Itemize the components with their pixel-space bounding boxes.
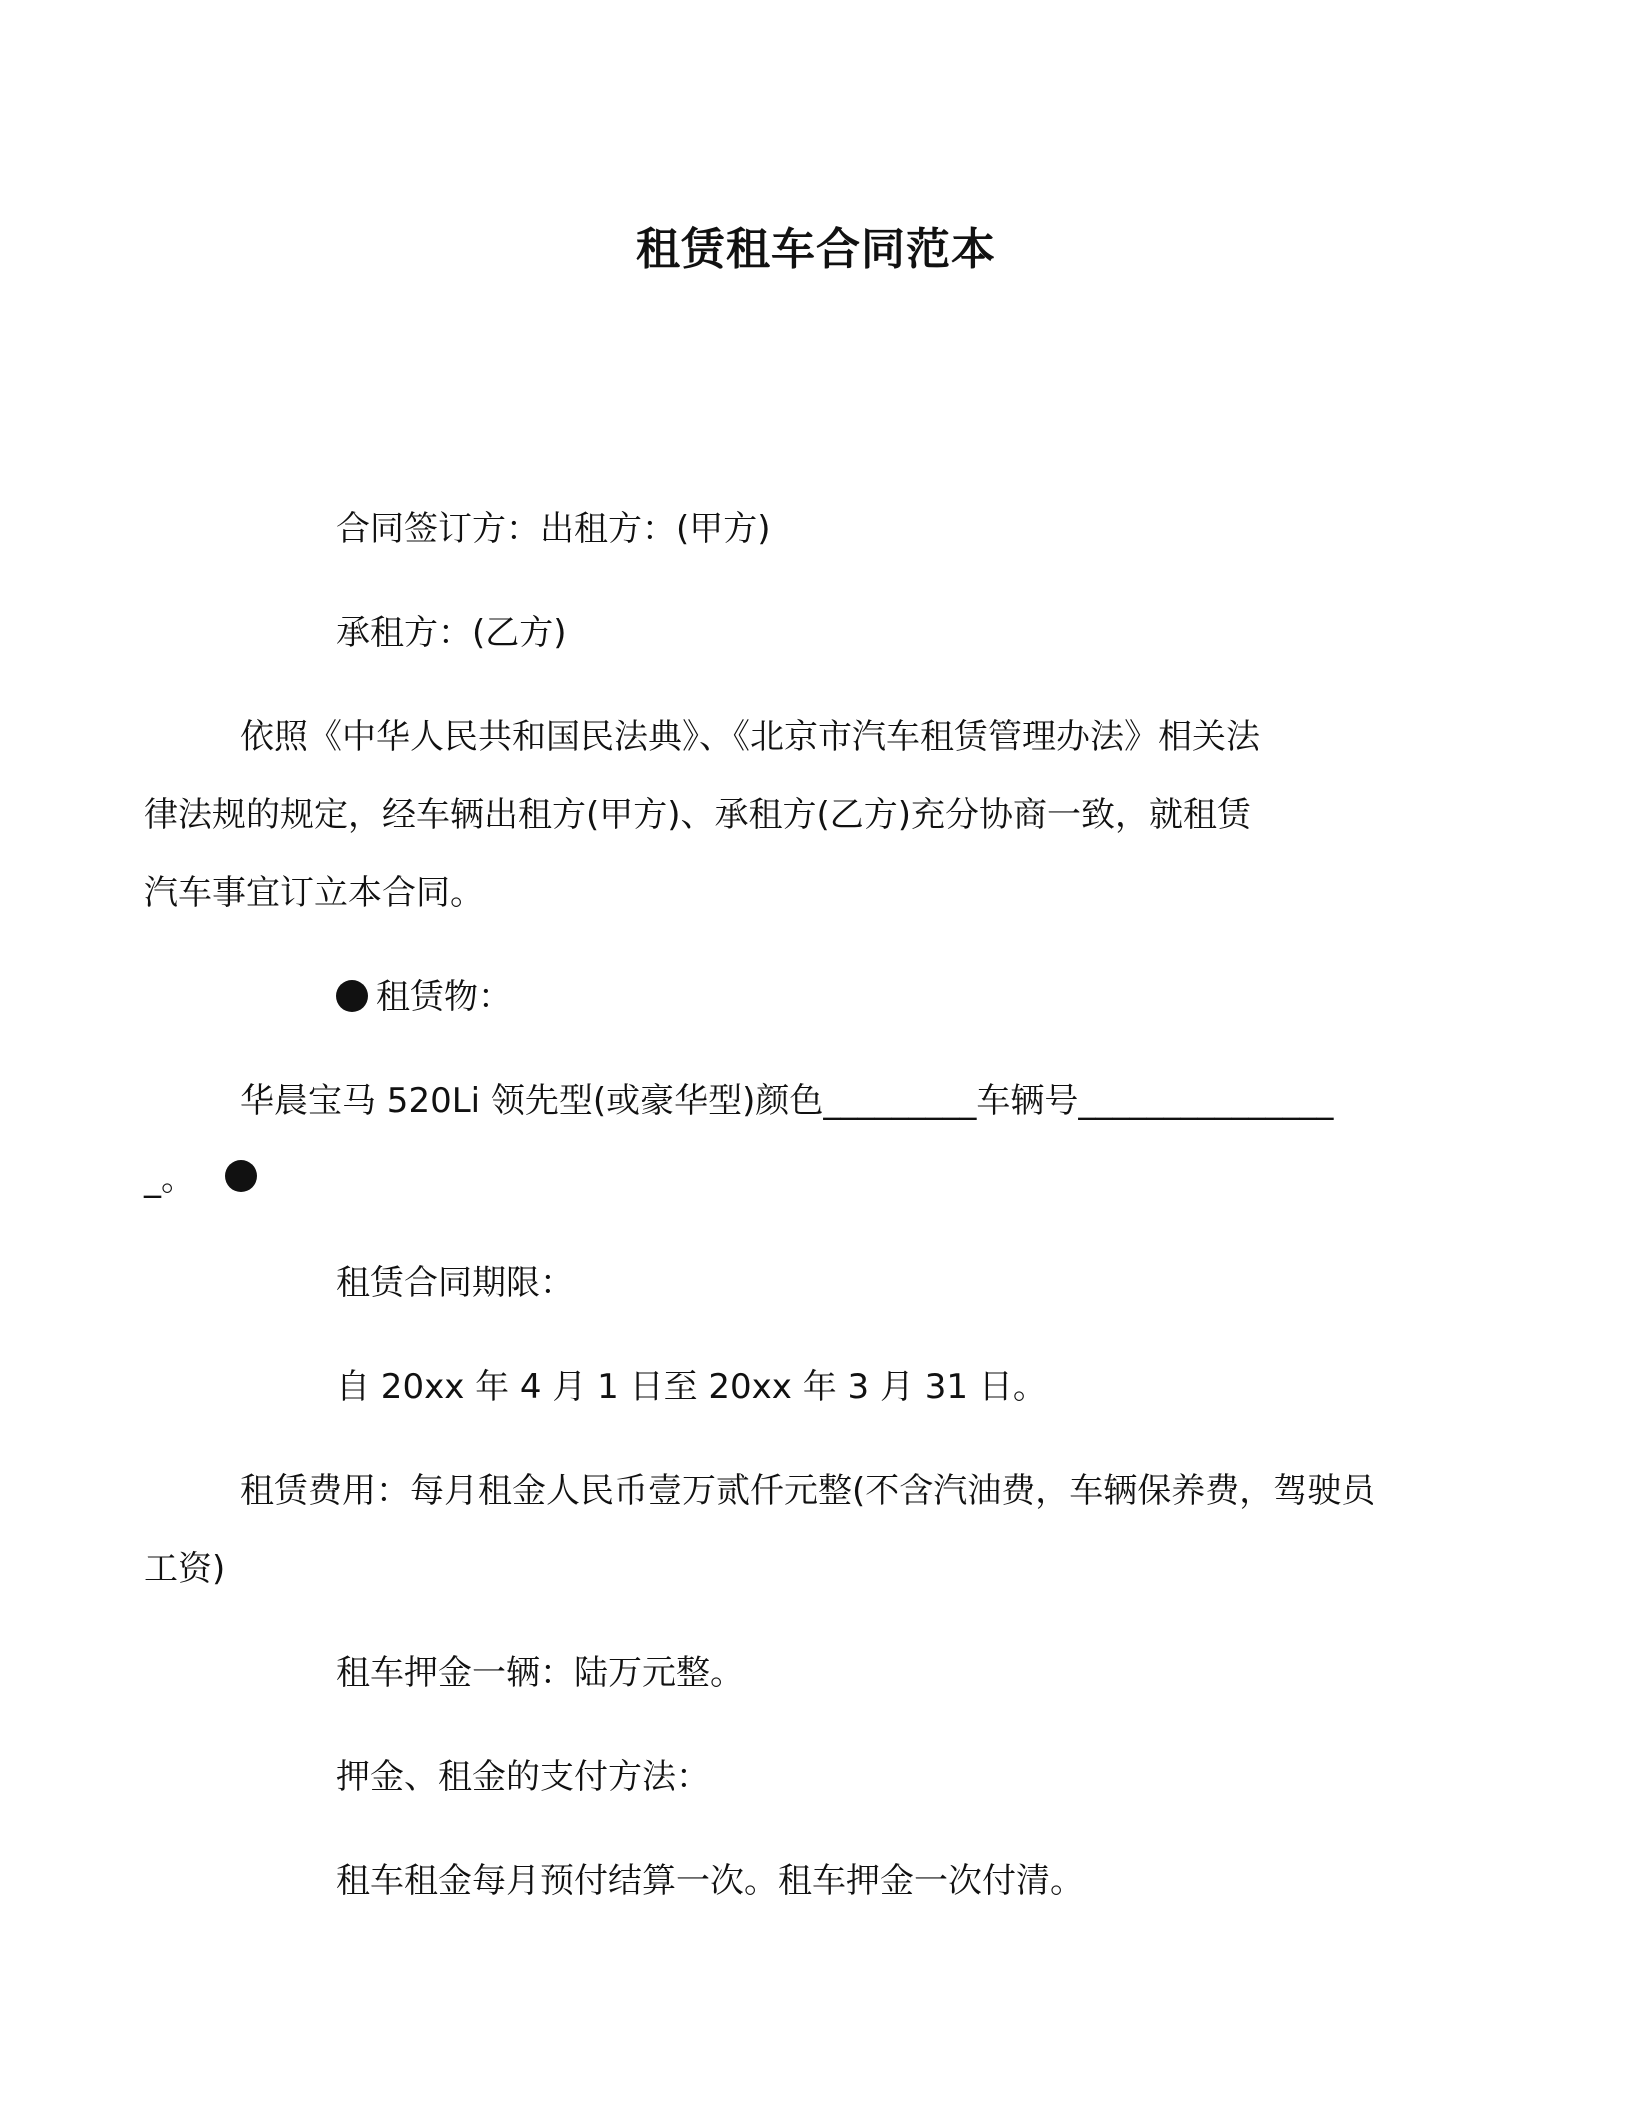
paragraph-signatory: 合同签订方：出租方：(甲方) (336, 509, 771, 549)
paragraph-rental-fee: 租赁费用：每月租金人民币壹万贰仟元整(不含汽油费，车辆保养费，驾驶员工资) (144, 1471, 1376, 1589)
rental-item-heading-text: 租赁物： (376, 977, 512, 1017)
filled-circle-bullet-icon (336, 980, 368, 1012)
vehicle-details-text: 华晨宝马 520Li 领先型(或豪华型)颜色_________车辆号________________。 (144, 1081, 1334, 1199)
paragraph-term-heading: 租赁合同期限： (336, 1263, 574, 1303)
paragraph-deposit: 租车押金一辆：陆万元整。 (336, 1653, 744, 1693)
paragraph-payment-method: 租车租金每月预付结算一次。租车押金一次付清。 (336, 1861, 1084, 1901)
filled-circle-bullet-icon (225, 1160, 257, 1192)
paragraph-vehicle-details (144, 1062, 1380, 1218)
paragraph-payment-heading: 押金、租金的支付方法： (336, 1757, 710, 1797)
document-body (144, 490, 1380, 1946)
paragraph-rental-item-heading (240, 958, 1380, 1036)
paragraph-term-dates: 自 20xx 年 4 月 1 日至 20xx 年 3 月 31 日。 (336, 1367, 1047, 1407)
document-title: 租赁租车合同范本 (636, 224, 996, 275)
paragraph-legal-basis: 依照《中华人民共和国民法典》、《北京市汽车租赁管理办法》相关法律法规的规定，经车辆出租方(甲方)、承租方(乙方)充分协商一致，就租赁汽车事宜订立本合同。 (144, 717, 1260, 913)
paragraph-lessee: 承租方：(乙方) (336, 613, 567, 653)
